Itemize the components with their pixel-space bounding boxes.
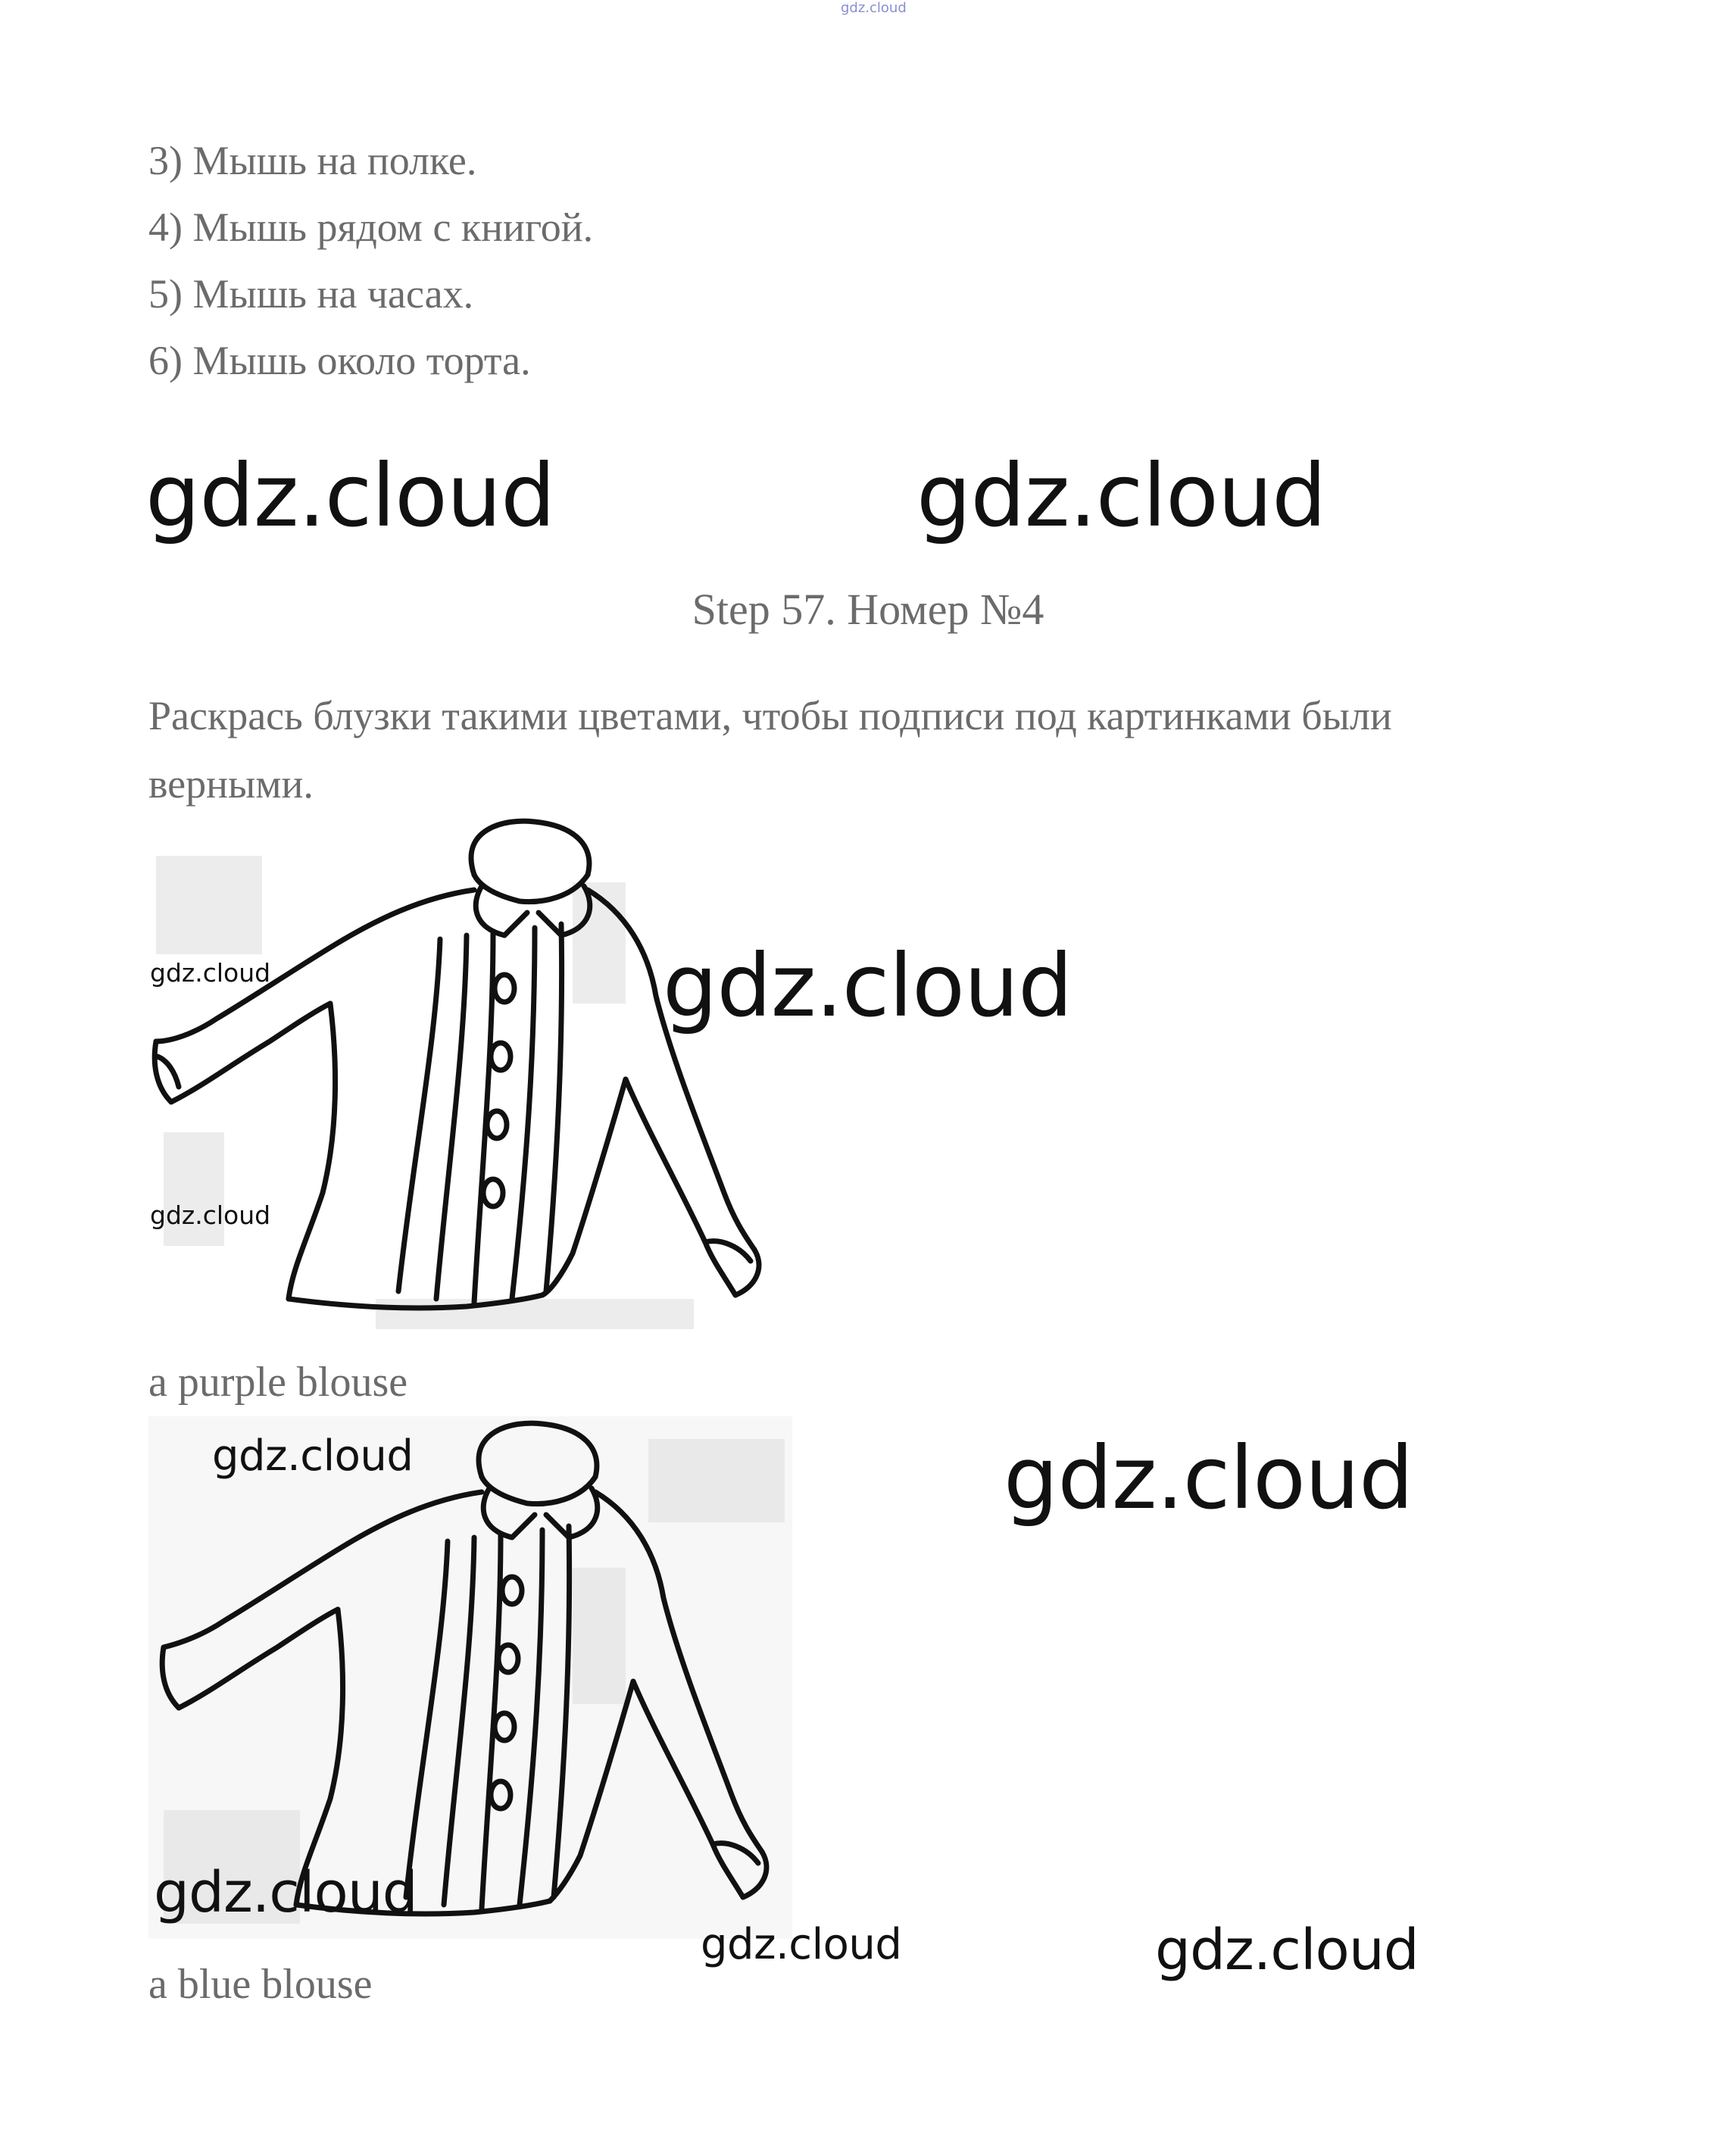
blouse-illustration	[148, 814, 785, 1337]
figure-caption: a purple blouse	[148, 1359, 408, 1406]
watermark: gdz.cloud	[1004, 1428, 1413, 1528]
answer-item: 3) Мышь на полке.	[148, 138, 477, 183]
watermark: gdz.cloud	[150, 1200, 271, 1230]
watermark: gdz.cloud	[154, 1860, 417, 1925]
watermark: gdz.cloud	[1155, 1918, 1419, 1983]
header-site-mark: gdz.cloud	[841, 0, 907, 16]
blouse-icon	[148, 814, 785, 1337]
watermark: gdz.cloud	[916, 445, 1326, 546]
exercise-instruction: Раскрась блузки такими цветами, чтобы подписи под картинками были верными.	[148, 693, 1392, 807]
watermark: gdz.cloud	[663, 935, 1073, 1036]
answer-item: 5) Мышь на часах.	[148, 271, 474, 317]
watermark: gdz.cloud	[150, 958, 271, 988]
exercise-title: Step 57. Номер №4	[692, 585, 1044, 634]
watermark: gdz.cloud	[701, 1920, 902, 1969]
watermark: gdz.cloud	[212, 1431, 414, 1481]
watermark: gdz.cloud	[145, 445, 555, 546]
answer-item: 6) Мышь около торта.	[148, 338, 531, 383]
figure-caption: a blue blouse	[148, 1961, 373, 2008]
answer-item: 4) Мышь рядом с книгой.	[148, 204, 594, 250]
answer-list	[148, 127, 593, 394]
